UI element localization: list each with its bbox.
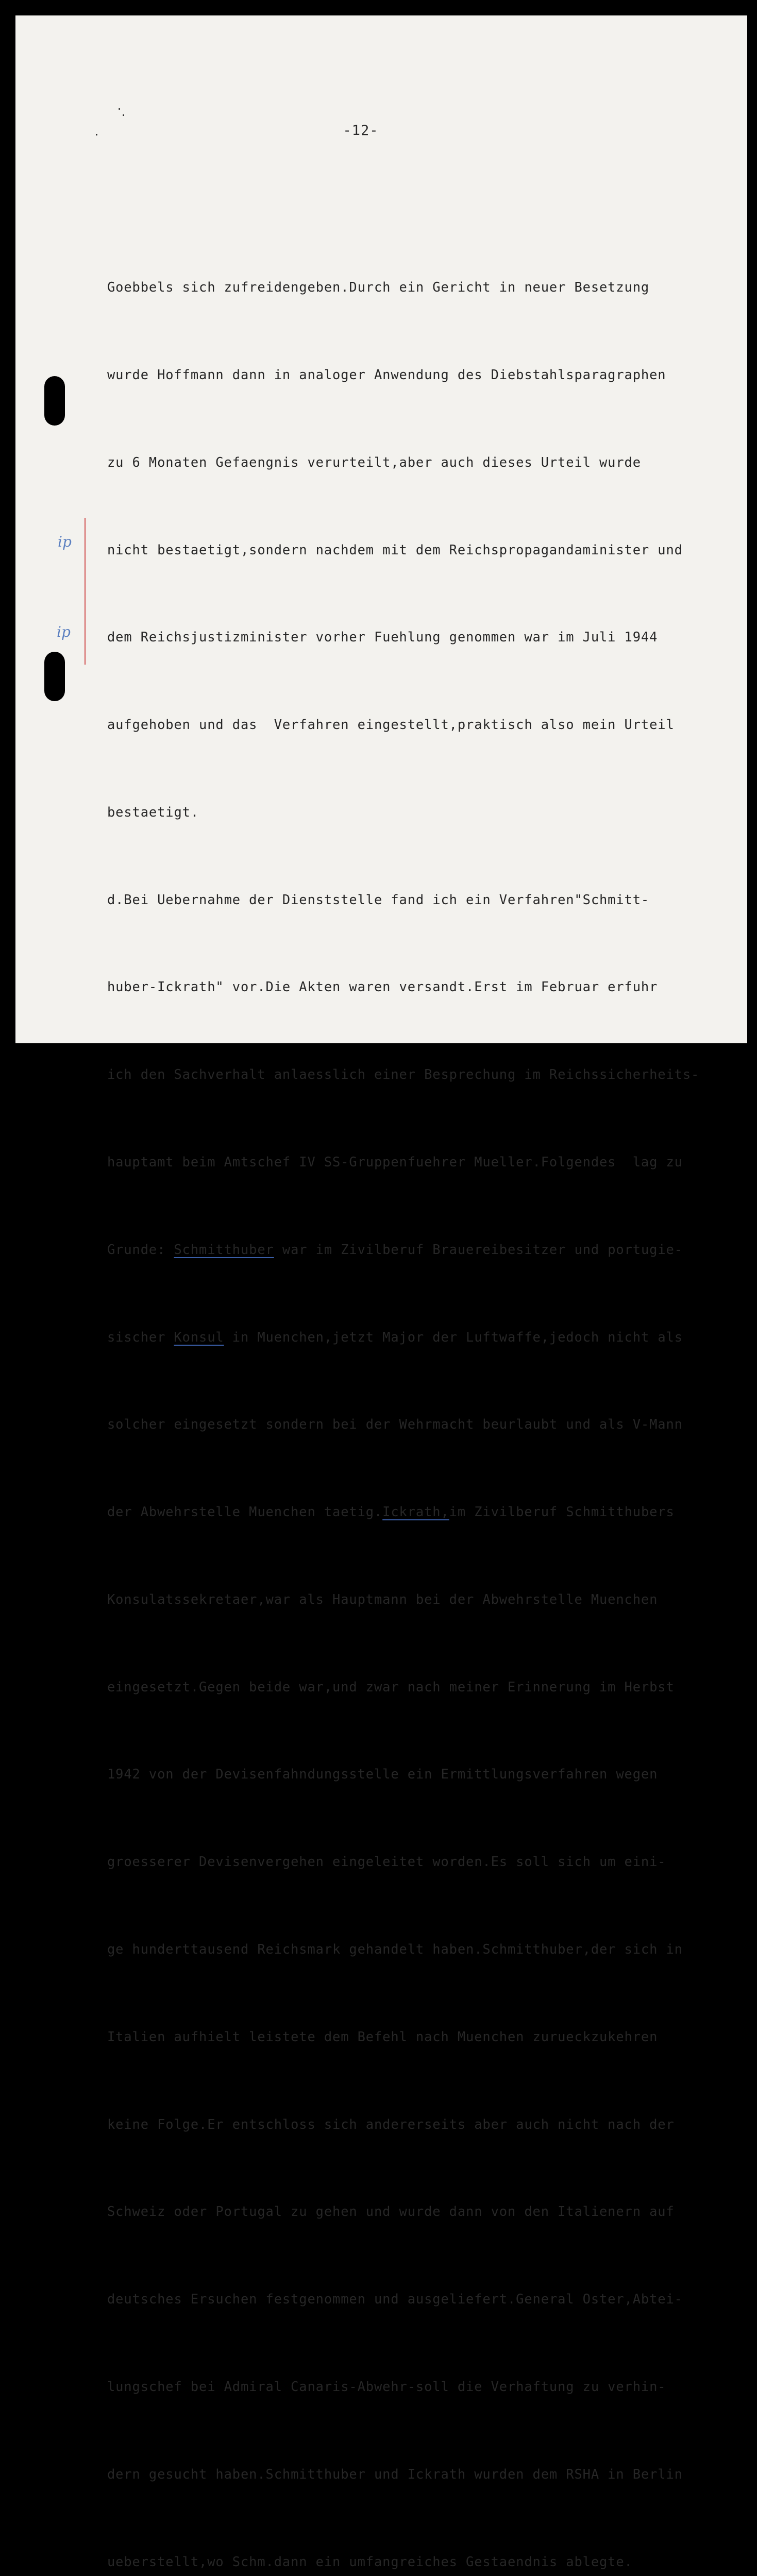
text-line: aufgehoben und das Verfahren eingestellt,praktisch also mein Urteil: [107, 710, 746, 739]
text-line: groesserer Devisenvergehen eingeleitet worden.Es soll sich um eini-: [107, 1847, 746, 1876]
text-segment: der Abwehrstelle Muenchen taetig.: [107, 1504, 382, 1519]
text-segment: sischer: [107, 1329, 174, 1345]
text-line: lungschef bei Admiral Canaris-Abwehr-soll die Verhaftung zu verhin-: [107, 2372, 746, 2401]
text-line: [107, 1497, 746, 1527]
underlined-name: Schmitthuber: [174, 1242, 274, 1257]
underlined-name: Ickrath,: [382, 1504, 449, 1519]
text-line: wurde Hoffmann dann in analoger Anwendung des Diebstahlsparagraphen: [107, 360, 746, 389]
punch-hole-top: [44, 376, 65, 426]
document-page: [15, 15, 747, 1043]
text-line: solcher eingesetzt sondern bei der Wehrmacht beurlaubt und als V-Mann: [107, 1410, 746, 1439]
text-segment: war im Zivilberuf Brauereibesitzer und portugie-: [274, 1242, 683, 1257]
underlined-word: Konsul: [174, 1329, 224, 1345]
margin-mark-ip: ip: [57, 623, 71, 640]
text-line: bestaetigt.: [107, 798, 746, 827]
text-line: huber-Ickrath" vor.Die Akten waren versandt.Erst im Februar erfuhr: [107, 972, 746, 1002]
page-number: -12-: [15, 123, 706, 139]
punch-hole-bottom: [44, 652, 65, 701]
text-line: [107, 1323, 746, 1352]
text-line: Italien aufhielt leistete dem Befehl nach Muenchen zurueckzukehren: [107, 2022, 746, 2052]
text-line: eingesetzt.Gegen beide war,und zwar nach meiner Erinnerung im Herbst: [107, 1672, 746, 1702]
text-line: dem Reichsjustizminister vorher Fuehlung genommen war im Juli 1944: [107, 622, 746, 652]
text-line: deutsches Ersuchen festgenommen und ausgeliefert.General Oster,Abtei-: [107, 2284, 746, 2314]
text-line: hauptamt beim Amtschef IV SS-Gruppenfuehrer Mueller.Folgendes lag zu: [107, 1147, 746, 1177]
text-line: ueberstellt,wo Schm.dann ein umfangreiches Gestaendnis ablegte.: [107, 2547, 746, 2576]
text-line: zu 6 Monaten Gefaengnis verurteilt,aber auch dieses Urteil wurde: [107, 448, 746, 477]
text-line: ge hunderttausend Reichsmark gehandelt haben.Schmitthuber,der sich in: [107, 1935, 746, 1964]
text-line: Konsulatssekretaer,war als Hauptmann bei der Abwehrstelle Muenchen: [107, 1585, 746, 1614]
text-line: nicht bestaetigt,sondern nachdem mit dem Reichspropagandaminister und: [107, 535, 746, 565]
text-line: dern gesucht haben.Schmitthuber und Ickrath wurden dem RSHA in Berlin: [107, 2460, 746, 2489]
text-line: 1942 von der Devisenfahndungsstelle ein Ermittlungsverfahren wegen: [107, 1759, 746, 1789]
body-text: [107, 214, 746, 2576]
speck: [119, 108, 120, 110]
text-segment: Grunde:: [107, 1242, 174, 1257]
text-line: Goebbels sich zufreidengeben.Durch ein Gericht in neuer Besetzung: [107, 273, 746, 302]
margin-line: [85, 518, 86, 665]
text-segment: im Zivilberuf Schmitthubers: [449, 1504, 675, 1519]
text-line: [107, 1235, 746, 1264]
speck: [123, 114, 124, 116]
margin-mark-ip: ip: [58, 533, 72, 550]
text-line: d.Bei Uebernahme der Dienststelle fand ich ein Verfahren"Schmitt-: [107, 885, 746, 914]
text-line: ich den Sachverhalt anlaesslich einer Besprechung im Reichssicherheits-: [107, 1060, 746, 1089]
text-segment: in Muenchen,jetzt Major der Luftwaffe,jedoch nicht als: [224, 1329, 683, 1345]
text-line: keine Folge.Er entschloss sich andererseits aber auch nicht nach der: [107, 2110, 746, 2139]
text-line: Schweiz oder Portugal zu gehen und wurde dann von den Italienern auf: [107, 2197, 746, 2226]
